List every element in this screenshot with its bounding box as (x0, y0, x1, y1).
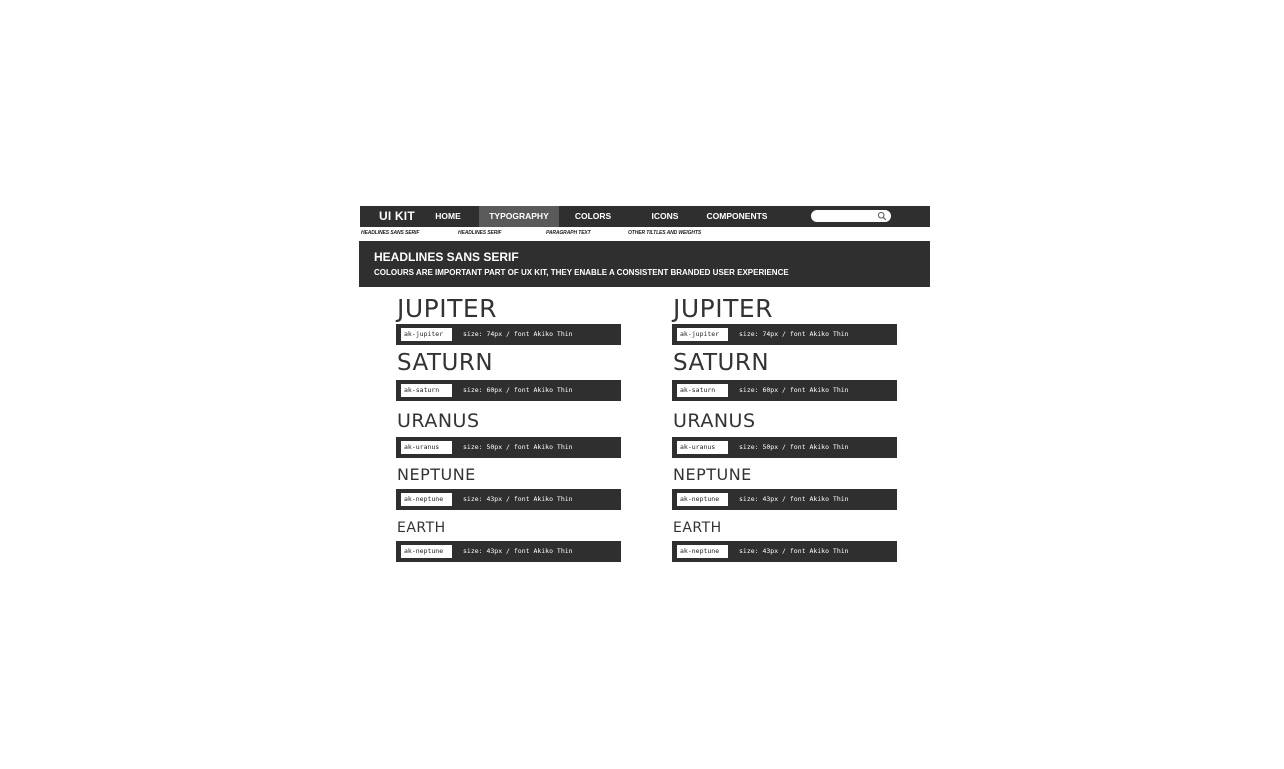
font-spec: size: 74px / font Akiko Thin (739, 330, 849, 338)
sample-heading: JUPITER (673, 294, 774, 323)
nav-icons[interactable]: ICONS (651, 211, 679, 221)
section-subtitle: COLOURS ARE IMPORTANT PART OF UX KIT, THEY ENABLE A CONSISTENT BRANDED USER EXPERIENCE (374, 268, 789, 277)
class-tag: ak-uranus (677, 441, 728, 454)
nav-colors[interactable]: COLORS (574, 211, 612, 221)
sample-spec-bar (672, 541, 897, 562)
font-spec: size: 60px / font Akiko Thin (739, 386, 849, 394)
sample-heading: EARTH (397, 520, 446, 536)
subnav-paragraph-text[interactable]: PARAGRAPH TEXT (546, 230, 591, 236)
class-tag: ak-jupiter (401, 328, 452, 341)
search-icon[interactable] (877, 211, 887, 221)
sample-spec-bar (396, 489, 621, 510)
font-spec: size: 43px / font Akiko Thin (739, 495, 849, 503)
sample-heading: URANUS (397, 410, 480, 432)
brand-logo[interactable]: UI KIT (379, 209, 415, 223)
subnav-other-titles[interactable]: OTHER TILTLES AND WEIGHTS (628, 230, 702, 236)
section-header (359, 241, 930, 287)
subnav-headlines-serif[interactable]: HEADLINES SERIF (458, 230, 502, 236)
font-spec: size: 50px / font Akiko Thin (739, 443, 849, 451)
nav-home[interactable]: HOME (435, 211, 461, 221)
class-tag: ak-neptune (401, 493, 452, 506)
sample-spec-bar (672, 437, 897, 458)
class-tag: ak-saturn (401, 384, 452, 397)
nav-typography[interactable]: TYPOGRAPHY (479, 206, 559, 227)
class-tag: ak-neptune (677, 493, 728, 506)
font-spec: size: 43px / font Akiko Thin (739, 547, 849, 555)
sample-heading: EARTH (673, 520, 722, 536)
nav-components[interactable]: COMPONENTS (706, 211, 768, 221)
sample-spec-bar (396, 437, 621, 458)
sample-spec-bar (672, 489, 897, 510)
sample-heading: SATURN (397, 350, 494, 376)
sample-heading: JUPITER (397, 294, 498, 323)
font-spec: size: 43px / font Akiko Thin (463, 547, 573, 555)
class-tag: ak-saturn (677, 384, 728, 397)
sample-spec-bar (672, 380, 897, 401)
top-nav-bar (360, 206, 930, 227)
section-title: HEADLINES SANS SERIF (374, 250, 519, 264)
search-input[interactable] (811, 210, 891, 222)
sample-heading: NEPTUNE (397, 465, 476, 484)
class-tag: ak-jupiter (677, 328, 728, 341)
font-spec: size: 74px / font Akiko Thin (463, 330, 573, 338)
class-tag: ak-neptune (401, 545, 452, 558)
font-spec: size: 43px / font Akiko Thin (463, 495, 573, 503)
ui-kit-frame (360, 206, 930, 287)
subnav-headlines-sans-serif[interactable]: HEADLINES SANS SERIF (361, 230, 420, 236)
sample-heading: URANUS (673, 410, 756, 432)
font-spec: size: 50px / font Akiko Thin (463, 443, 573, 451)
sample-heading: NEPTUNE (673, 465, 752, 484)
sample-spec-bar (672, 324, 897, 345)
font-spec: size: 60px / font Akiko Thin (463, 386, 573, 394)
sample-spec-bar (396, 324, 621, 345)
sub-nav (360, 227, 930, 241)
sample-spec-bar (396, 380, 621, 401)
class-tag: ak-neptune (677, 545, 728, 558)
sample-heading: SATURN (673, 350, 770, 376)
sample-spec-bar (396, 541, 621, 562)
class-tag: ak-uranus (401, 441, 452, 454)
